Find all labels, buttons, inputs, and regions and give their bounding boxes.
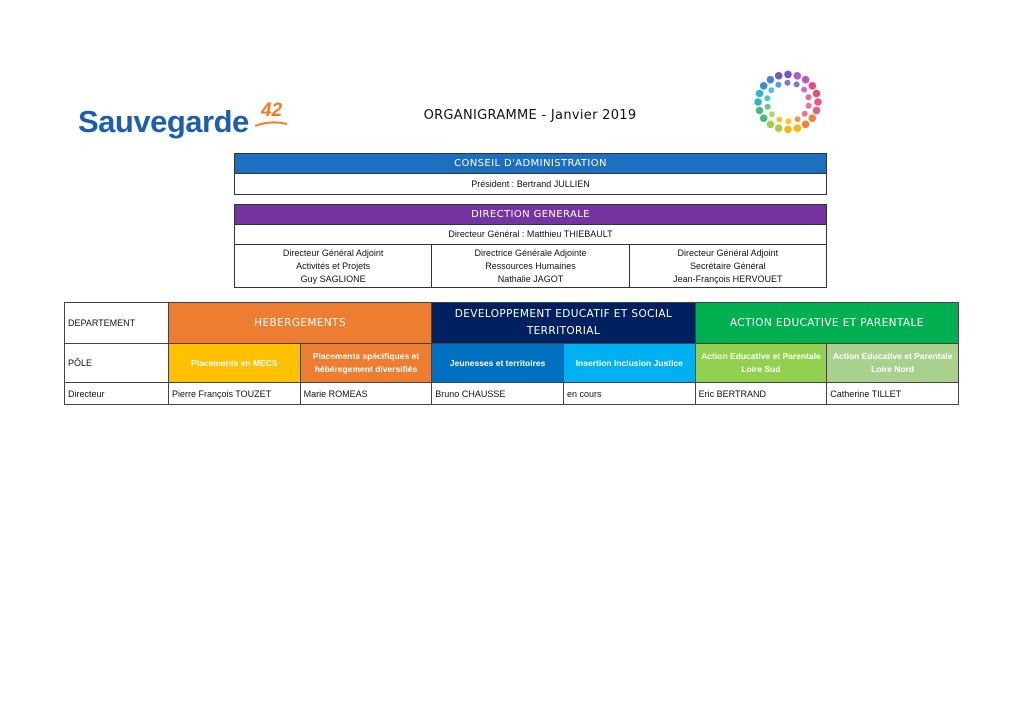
pole-cell: Placements en MECS	[168, 344, 300, 383]
logo-dot	[765, 104, 771, 110]
logo-dot	[775, 82, 781, 88]
logo-dot	[786, 118, 792, 124]
logo-dot	[754, 98, 762, 106]
logo-dot	[802, 111, 808, 117]
logo-dot	[806, 103, 812, 109]
pole-cell: Action Educative et Parentale Loire Sud	[695, 344, 827, 383]
logo-dot	[802, 76, 810, 84]
logo-dot	[813, 90, 821, 98]
directeur-general-line: Directeur Général : Matthieu THIEBAULT	[235, 224, 826, 244]
row-label-pole: PÔLE	[65, 344, 169, 383]
logo-dot	[756, 90, 764, 98]
logo-dot	[805, 94, 811, 100]
logo-dot	[768, 87, 774, 93]
logo-dot	[813, 107, 821, 115]
logo-dot	[794, 124, 802, 132]
direction-title: DIRECTION GENERALE	[235, 205, 826, 224]
logo-dot	[776, 117, 782, 123]
logo-dot	[801, 87, 807, 93]
table-row-departement	[65, 303, 959, 344]
logo-dot	[767, 76, 775, 84]
table-row-pole	[65, 344, 959, 383]
directeur-cell: Pierre François TOUZET	[168, 383, 300, 405]
directeur-cell: Eric BERTRAND	[695, 383, 827, 405]
row-label-directeur: Directeur	[65, 383, 169, 405]
logo-dot	[764, 95, 770, 101]
adjoint-name: Nathalie JAGOT	[497, 274, 564, 284]
pole-cell: Placements spécifiques et hébéregement diversifiés	[300, 344, 432, 383]
table-row-directeur	[65, 383, 959, 405]
pole-cell: Jeunesses et territoires	[432, 344, 564, 383]
adjoint-scope: Secrétaire Général	[690, 261, 766, 271]
page-title: ORGANIGRAMME - Janvier 2019	[423, 108, 637, 123]
adjoints-row	[235, 244, 826, 287]
adjoint-role: Directeur Général Adjoint	[677, 248, 779, 258]
logo-dot	[760, 114, 768, 122]
logo-dot	[756, 107, 764, 115]
department-hebergements: HEBERGEMENTS	[168, 303, 431, 344]
logo-dot	[794, 72, 802, 80]
adjoint-role: Directeur Général Adjoint	[282, 248, 384, 258]
adjoint-name: Guy SAGLIONE	[300, 274, 366, 284]
logo-dot	[784, 126, 792, 134]
logo-dot	[809, 82, 817, 90]
dots-circle-logo-icon	[746, 66, 830, 138]
president-line: Président : Bertrand JULLIEN	[235, 173, 826, 194]
logo-dot	[760, 82, 768, 90]
adjoint-scope: Ressources Humaines	[485, 261, 576, 271]
adjoint-1	[235, 245, 431, 287]
pole-cell: Action Educative et Parentale Loire Nord	[827, 344, 959, 383]
logo-dot	[802, 121, 810, 129]
logo-number: 42	[261, 100, 283, 121]
logo-dot	[814, 98, 822, 106]
logo-text: Sauvegarde	[78, 104, 249, 139]
department-action-educative: ACTION EDUCATIVE ET PARENTALE	[695, 303, 958, 344]
logo-dot	[785, 80, 791, 86]
conseil-administration-box	[234, 153, 827, 195]
pole-cell: Insertion Inclusion Justice	[563, 344, 695, 383]
logo-dot	[775, 72, 783, 80]
logo-dot	[809, 114, 817, 122]
directeur-cell: Bruno CHAUSSE	[432, 383, 564, 405]
directeur-cell: en cours	[563, 383, 695, 405]
logo-dot	[767, 121, 775, 129]
adjoint-role: Directrice Générale Adjointe	[474, 248, 587, 258]
logo-dot	[784, 71, 792, 79]
logo-dot	[769, 111, 775, 117]
department-developpement: DEVELOPPEMENT EDUCATIF ET SOCIAL TERRITORIAL	[432, 303, 695, 344]
adjoint-name: Jean-François HERVOUET	[673, 274, 783, 284]
row-label-departement: DEPARTEMENT	[65, 303, 169, 344]
logo-dot	[775, 124, 783, 132]
logo-dot	[794, 81, 800, 87]
adjoint-3	[629, 245, 826, 287]
adjoint-2	[431, 245, 628, 287]
conseil-title: CONSEIL D'ADMINISTRATION	[235, 154, 826, 173]
departments-table	[64, 302, 959, 405]
directeur-cell: Catherine TILLET	[827, 383, 959, 405]
logo-dot	[795, 116, 801, 122]
direction-generale-box	[234, 204, 827, 288]
adjoint-scope: Activités et Projets	[296, 261, 371, 271]
directeur-cell: Marie ROMEAS	[300, 383, 432, 405]
